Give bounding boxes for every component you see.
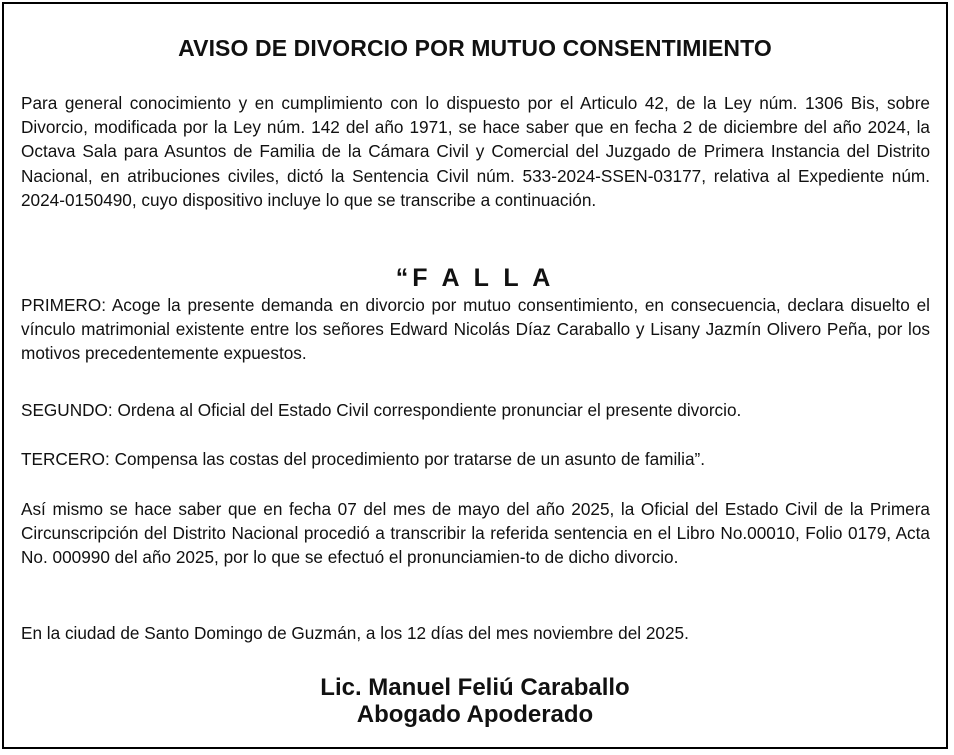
signature-role: Abogado Apoderado: [356, 701, 594, 728]
asi-mismo-paragraph: Así mismo se hace saber que en fecha 07 del mes de mayo del año 2025, la Oficial del Estado Civil de la Primera Circunscripción del Distrito Nacional procedió a transcribir la referida sentencia en el Libro No.00010, Folio 0179, Acta No. 000990 del año 2025, por lo que se efectuó el pronunciamien-to de dicho divorcio.: [21, 499, 930, 568]
falla-heading: “F A L L A: [395, 264, 555, 292]
tercero-paragraph: TERCERO: Compensa las costas del procedimiento por tratarse de un asunto de familia”.: [21, 449, 706, 469]
divorce-notice: [2, 2, 948, 749]
closing-paragraph: En la ciudad de Santo Domingo de Guzmán, a los 12 días del mes noviembre del 2025.: [21, 623, 689, 643]
primero-paragraph: PRIMERO: Acoge la presente demanda en divorcio por mutuo consentimiento, en consecuencia, declara disuelto el vínculo matrimonial existente entre los señores Edward Nicolás Díaz Caraballo y Lisany Jazmín Olivero Peña, por los motivos precedentemente expuestos.: [21, 295, 930, 364]
segundo-paragraph: SEGUNDO: Ordena al Oficial del Estado Civil correspondiente pronunciar el presente divorcio.: [21, 400, 742, 420]
intro-paragraph: Para general conocimiento y en cumplimiento con lo dispuesto por el Articulo 42, de la Ley núm. 1306 Bis, sobre Divorcio, modificada por la Ley núm. 142 del año 1971, se hace saber que en fecha 2 de diciembre del año 2024, la Octava Sala para Asuntos de Familia de la Cámara Civil y Comercial del Juzgado de Primera Instancia del Distrito Nacional, en atribuciones civiles, dictó la Sentencia Civil núm. 533-2024-SSEN-03177, relativa al Expediente núm. 2024-0150490, cuyo dispositivo incluye lo que se transcribe a continuación.: [21, 93, 930, 210]
signature-name: Lic. Manuel Feliú Caraballo: [320, 674, 630, 701]
notice-title: AVISO DE DIVORCIO POR MUTUO CONSENTIMIENTO: [178, 35, 772, 61]
